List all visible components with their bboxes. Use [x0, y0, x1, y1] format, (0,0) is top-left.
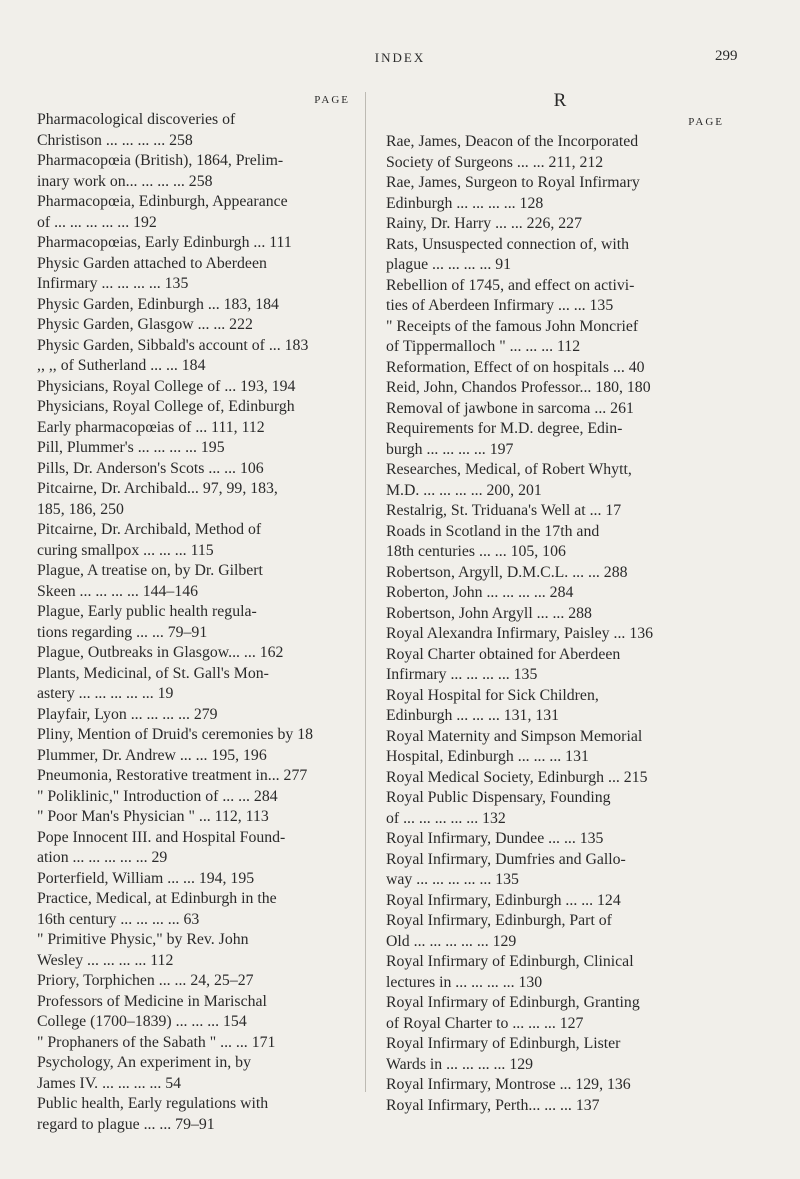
index-entry-line: Roberton, John ... ... ... ... 284	[386, 584, 574, 601]
index-entry	[37, 746, 350, 767]
index-entry-line: Wards in ... ... ... ... 129	[386, 1055, 534, 1073]
index-entry	[386, 911, 724, 952]
index-entry	[386, 993, 724, 1034]
index-entry	[37, 889, 350, 930]
index-entry	[37, 151, 350, 192]
index-entry-line: Physicians, Royal College of, Edinburgh	[37, 398, 295, 415]
index-entry	[37, 356, 350, 377]
index-entry	[386, 460, 724, 501]
index-entry	[386, 501, 724, 522]
index-entry-line: Rae, James, Surgeon to Royal Infirmary	[386, 174, 640, 191]
index-entry-line: 16th century ... ... ... ... 63	[37, 910, 200, 928]
index-entry	[386, 850, 724, 891]
index-entry	[37, 295, 350, 316]
index-entry	[386, 952, 724, 993]
index-entry-line: Pope Innocent III. and Hospital Found-	[37, 828, 286, 846]
index-entry	[386, 563, 724, 584]
index-entry	[386, 727, 724, 768]
index-entry-line: Royal Infirmary of Edinburgh, Clinical	[386, 953, 634, 970]
index-entry-line: Reid, John, Chandos Professor... 180, 180	[386, 379, 651, 396]
index-entry-line: " Poor Man's Physician " ... 112, 113	[37, 808, 269, 825]
index-entry-line: Pharmacopœia (British), 1864, Prelim-	[37, 152, 284, 169]
index-entry-line: Royal Public Dispensary, Founding	[386, 789, 611, 806]
index-entry-line: tions regarding ... ... 79–91	[37, 623, 208, 641]
index-entry	[37, 233, 350, 254]
index-entry-line: Robertson, Argyll, D.M.C.L. ... ... 288	[386, 563, 628, 581]
index-entry-line: Infirmary ... ... ... ... 135	[386, 666, 538, 683]
index-entry-line: Royal Infirmary, Edinburgh, Part of	[386, 912, 612, 929]
index-entry	[386, 788, 724, 829]
index-entry-line: Royal Infirmary, Edinburgh ... ... 124	[386, 891, 621, 909]
right-page-label: PAGE	[688, 116, 724, 128]
left-column	[37, 90, 350, 1135]
index-entry-line: Royal Maternity and Simpson Memorial	[386, 727, 643, 745]
index-entry	[386, 645, 724, 686]
index-entry-line: College (1700–1839) ... ... ... 154	[37, 1013, 247, 1030]
index-entry	[37, 315, 350, 336]
index-entry-line: ation ... ... ... ... ... 29	[37, 849, 168, 866]
index-entry	[386, 419, 724, 460]
index-entry-line: of Royal Charter to ... ... ... 127	[386, 1014, 584, 1032]
index-entry-line: Plague, Outbreaks in Glasgow... ... 162	[37, 644, 284, 661]
index-entry-line: inary work on... ... ... ... 258	[37, 172, 213, 190]
index-entry-line: Priory, Torphichen ... ... 24, 25–27	[37, 972, 254, 989]
index-entry	[37, 643, 350, 664]
index-entry	[37, 110, 350, 151]
index-entry	[37, 192, 350, 233]
index-entry-line: astery ... ... ... ... ... 19	[37, 685, 174, 702]
index-entry	[386, 276, 724, 317]
index-entry-line: ,, ,, of Sutherland ... ... 184	[37, 357, 206, 374]
index-entry	[386, 624, 724, 645]
index-entry	[386, 378, 724, 399]
index-entry	[37, 336, 350, 357]
index-entry-line: ties of Aberdeen Infirmary ... ... 135	[386, 297, 614, 314]
index-entry	[386, 522, 724, 563]
index-entry-line: Pills, Dr. Anderson's Scots ... ... 106	[37, 459, 264, 477]
index-entry	[37, 787, 350, 808]
index-entry-line: Rats, Unsuspected connection of, with	[386, 235, 630, 253]
index-entry	[37, 397, 350, 438]
index-entry-line: Playfair, Lyon ... ... ... ... 279	[37, 705, 218, 723]
index-entry-line: Rae, James, Deacon of the Incorporated	[386, 133, 639, 150]
index-entry-line: Early pharmacopœias of ... 111, 112	[37, 418, 265, 436]
running-head: INDEX	[374, 50, 426, 65]
index-entry-line: Researches, Medical, of Robert Whytt,	[386, 461, 632, 478]
index-entry-line: Infirmary ... ... ... ... 135	[37, 275, 189, 292]
index-entry-line: of Tippermalloch " ... ... ... 112	[386, 338, 581, 355]
left-entries	[37, 110, 350, 1135]
index-entry-line: " Poliklinic," Introduction of ... ... 284	[37, 787, 278, 805]
index-entry-line: Royal Hospital for Sick Children,	[386, 686, 599, 704]
index-entry-line: regard to plague ... ... 79–91	[37, 1115, 215, 1133]
index-entry-line: Royal Infirmary of Edinburgh, Lister	[386, 1035, 621, 1052]
index-entry	[386, 1034, 724, 1075]
index-entry-line: Edinburgh ... ... ... ... 128	[386, 194, 544, 212]
index-entry	[37, 930, 350, 971]
index-entry-line: Royal Infirmary, Dumfries and Gallo-	[386, 850, 626, 868]
index-entry	[386, 132, 724, 173]
index-entry	[37, 869, 350, 890]
index-entry-line: Pill, Plummer's ... ... ... ... 195	[37, 439, 225, 456]
section-letter: R	[553, 90, 567, 111]
index-entry-line: Royal Infirmary, Montrose ... 129, 136	[386, 1076, 631, 1093]
index-entry	[37, 479, 350, 520]
index-entry	[37, 377, 350, 398]
index-entry-line: Pneumonia, Restorative treatment in... 277	[37, 767, 308, 784]
index-entry	[386, 1075, 724, 1096]
index-entry	[37, 807, 350, 828]
index-entry	[386, 604, 724, 625]
index-entry-line: " Primitive Physic," by Rev. John	[37, 931, 249, 948]
right-entries	[386, 132, 724, 1116]
index-entry-line: Rainy, Dr. Harry ... ... 226, 227	[386, 215, 582, 232]
index-entry-line: 185, 186, 250	[37, 500, 124, 518]
index-entry	[37, 705, 350, 726]
index-entry	[37, 1053, 350, 1094]
index-entry-line: Plague, Early public health regula-	[37, 603, 257, 620]
index-entry-line: Physic Garden, Sibbald's account of ... 183	[37, 336, 309, 354]
index-entry	[37, 664, 350, 705]
index-entry	[37, 520, 350, 561]
index-entry-line: James IV. ... ... ... ... 54	[37, 1074, 182, 1092]
index-entry-line: Practice, Medical, at Edinburgh in the	[37, 890, 277, 907]
index-entry-line: Removal of jawbone in sarcoma ... 261	[386, 399, 634, 417]
index-entry	[386, 1096, 724, 1117]
index-entry-line: way ... ... ... ... ... 135	[386, 871, 519, 888]
index-entry-line: Rebellion of 1745, and effect on activi-	[386, 276, 635, 294]
index-entry	[386, 891, 724, 912]
index-entry-line: Pharmacopœia, Edinburgh, Appearance	[37, 193, 288, 210]
index-entry-line: Physic Garden attached to Aberdeen	[37, 254, 267, 272]
index-entry-line: Physic Garden, Glasgow ... ... 222	[37, 316, 253, 333]
index-entry-line: Edinburgh ... ... ... 131, 131	[386, 707, 560, 724]
index-entry	[386, 214, 724, 235]
index-entry-line: Plants, Medicinal, of St. Gall's Mon-	[37, 664, 269, 682]
index-entry-line: Hospital, Edinburgh ... ... ... 131	[386, 748, 589, 765]
index-entry-line: " Receipts of the famous John Moncrief	[386, 317, 639, 335]
index-entry	[37, 725, 350, 746]
index-entry-line: Roads in Scotland in the 17th and	[386, 522, 600, 540]
index-entry	[37, 992, 350, 1033]
index-entry	[37, 1094, 350, 1135]
index-entry-line: curing smallpox ... ... ... 115	[37, 541, 214, 559]
index-entry-line: Skeen ... ... ... ... 144–146	[37, 582, 199, 600]
index-entry-line: Pliny, Mention of Druid's ceremonies by 18	[37, 726, 314, 743]
page-number: 299	[715, 48, 738, 64]
index-entry-line: Requirements for M.D. degree, Edin-	[386, 420, 623, 437]
index-entry-line: Pharmacological discoveries of	[37, 111, 236, 128]
index-entry	[386, 235, 724, 276]
column-divider	[365, 92, 366, 1092]
index-entry-line: Plummer, Dr. Andrew ... ... 195, 196	[37, 746, 267, 764]
index-entry-line: Physicians, Royal College of ... 193, 194	[37, 377, 296, 395]
index-entry-line: Old ... ... ... ... ... 129	[386, 932, 517, 950]
index-entry-line: of ... ... ... ... ... 192	[37, 213, 157, 231]
index-entry-line: Royal Alexandra Infirmary, Paisley ... 136	[386, 625, 654, 642]
index-entry-line: Royal Charter obtained for Aberdeen	[386, 645, 621, 663]
index-entry-line: M.D. ... ... ... ... 200, 201	[386, 481, 542, 499]
index-entry-line: Professors of Medicine in Marischal	[37, 992, 267, 1010]
index-entry-line: Royal Infirmary, Dundee ... ... 135	[386, 830, 604, 847]
index-entry-line: plague ... ... ... ... 91	[386, 256, 512, 273]
index-entry-line: Porterfield, William ... ... 194, 195	[37, 869, 255, 887]
index-entry	[37, 438, 350, 459]
index-entry-line: Robertson, John Argyll ... ... 288	[386, 604, 592, 622]
index-entry	[386, 829, 724, 850]
index-entry	[386, 768, 724, 789]
index-entry-line: Reformation, Effect of on hospitals ... 40	[386, 358, 645, 376]
index-entry	[386, 583, 724, 604]
index-entry-line: Royal Medical Society, Edinburgh ... 215	[386, 768, 648, 786]
index-entry	[37, 766, 350, 787]
index-entry	[37, 254, 350, 295]
index-entry-line: Plague, A treatise on, by Dr. Gilbert	[37, 562, 263, 579]
index-entry	[386, 686, 724, 727]
index-entry	[37, 602, 350, 643]
index-entry-line: burgh ... ... ... ... 197	[386, 440, 514, 458]
left-page-label: PAGE	[314, 94, 350, 106]
index-entry-line: Pharmacopœias, Early Edinburgh ... 111	[37, 234, 292, 251]
index-entry	[37, 561, 350, 602]
index-entry	[37, 828, 350, 869]
index-entry	[386, 358, 724, 379]
index-entry-line: Restalrig, St. Triduana's Well at ... 17	[386, 502, 622, 519]
index-entry-line: lectures in ... ... ... ... 130	[386, 973, 543, 991]
index-entry-line: Pitcairne, Dr. Archibald... 97, 99, 183,	[37, 480, 278, 497]
index-entry-line: Psychology, An experiment in, by	[37, 1054, 251, 1071]
index-entry-line: Society of Surgeons ... ... 211, 212	[386, 153, 604, 171]
index-entry-line: Christison ... ... ... ... 258	[37, 131, 193, 149]
index-entry-line: 18th centuries ... ... 105, 106	[386, 543, 566, 560]
index-entry-line: Public health, Early regulations with	[37, 1095, 269, 1112]
index-entry-line: Royal Infirmary of Edinburgh, Granting	[386, 994, 640, 1011]
index-entry	[37, 971, 350, 992]
index-entry-line: Royal Infirmary, Perth... ... ... 137	[386, 1096, 600, 1114]
index-entry	[386, 399, 724, 420]
right-column	[386, 90, 724, 1116]
index-entry	[386, 173, 724, 214]
index-entry-line: " Prophaners of the Sabath " ... ... 171	[37, 1033, 276, 1051]
index-entry	[37, 1033, 350, 1054]
index-entry	[37, 459, 350, 480]
index-entry-line: of ... ... ... ... ... 132	[386, 809, 506, 827]
index-entry	[386, 317, 724, 358]
index-entry-line: Wesley ... ... ... ... 112	[37, 951, 174, 969]
index-entry-line: Pitcairne, Dr. Archibald, Method of	[37, 521, 262, 538]
index-entry-line: Physic Garden, Edinburgh ... 183, 184	[37, 295, 279, 313]
